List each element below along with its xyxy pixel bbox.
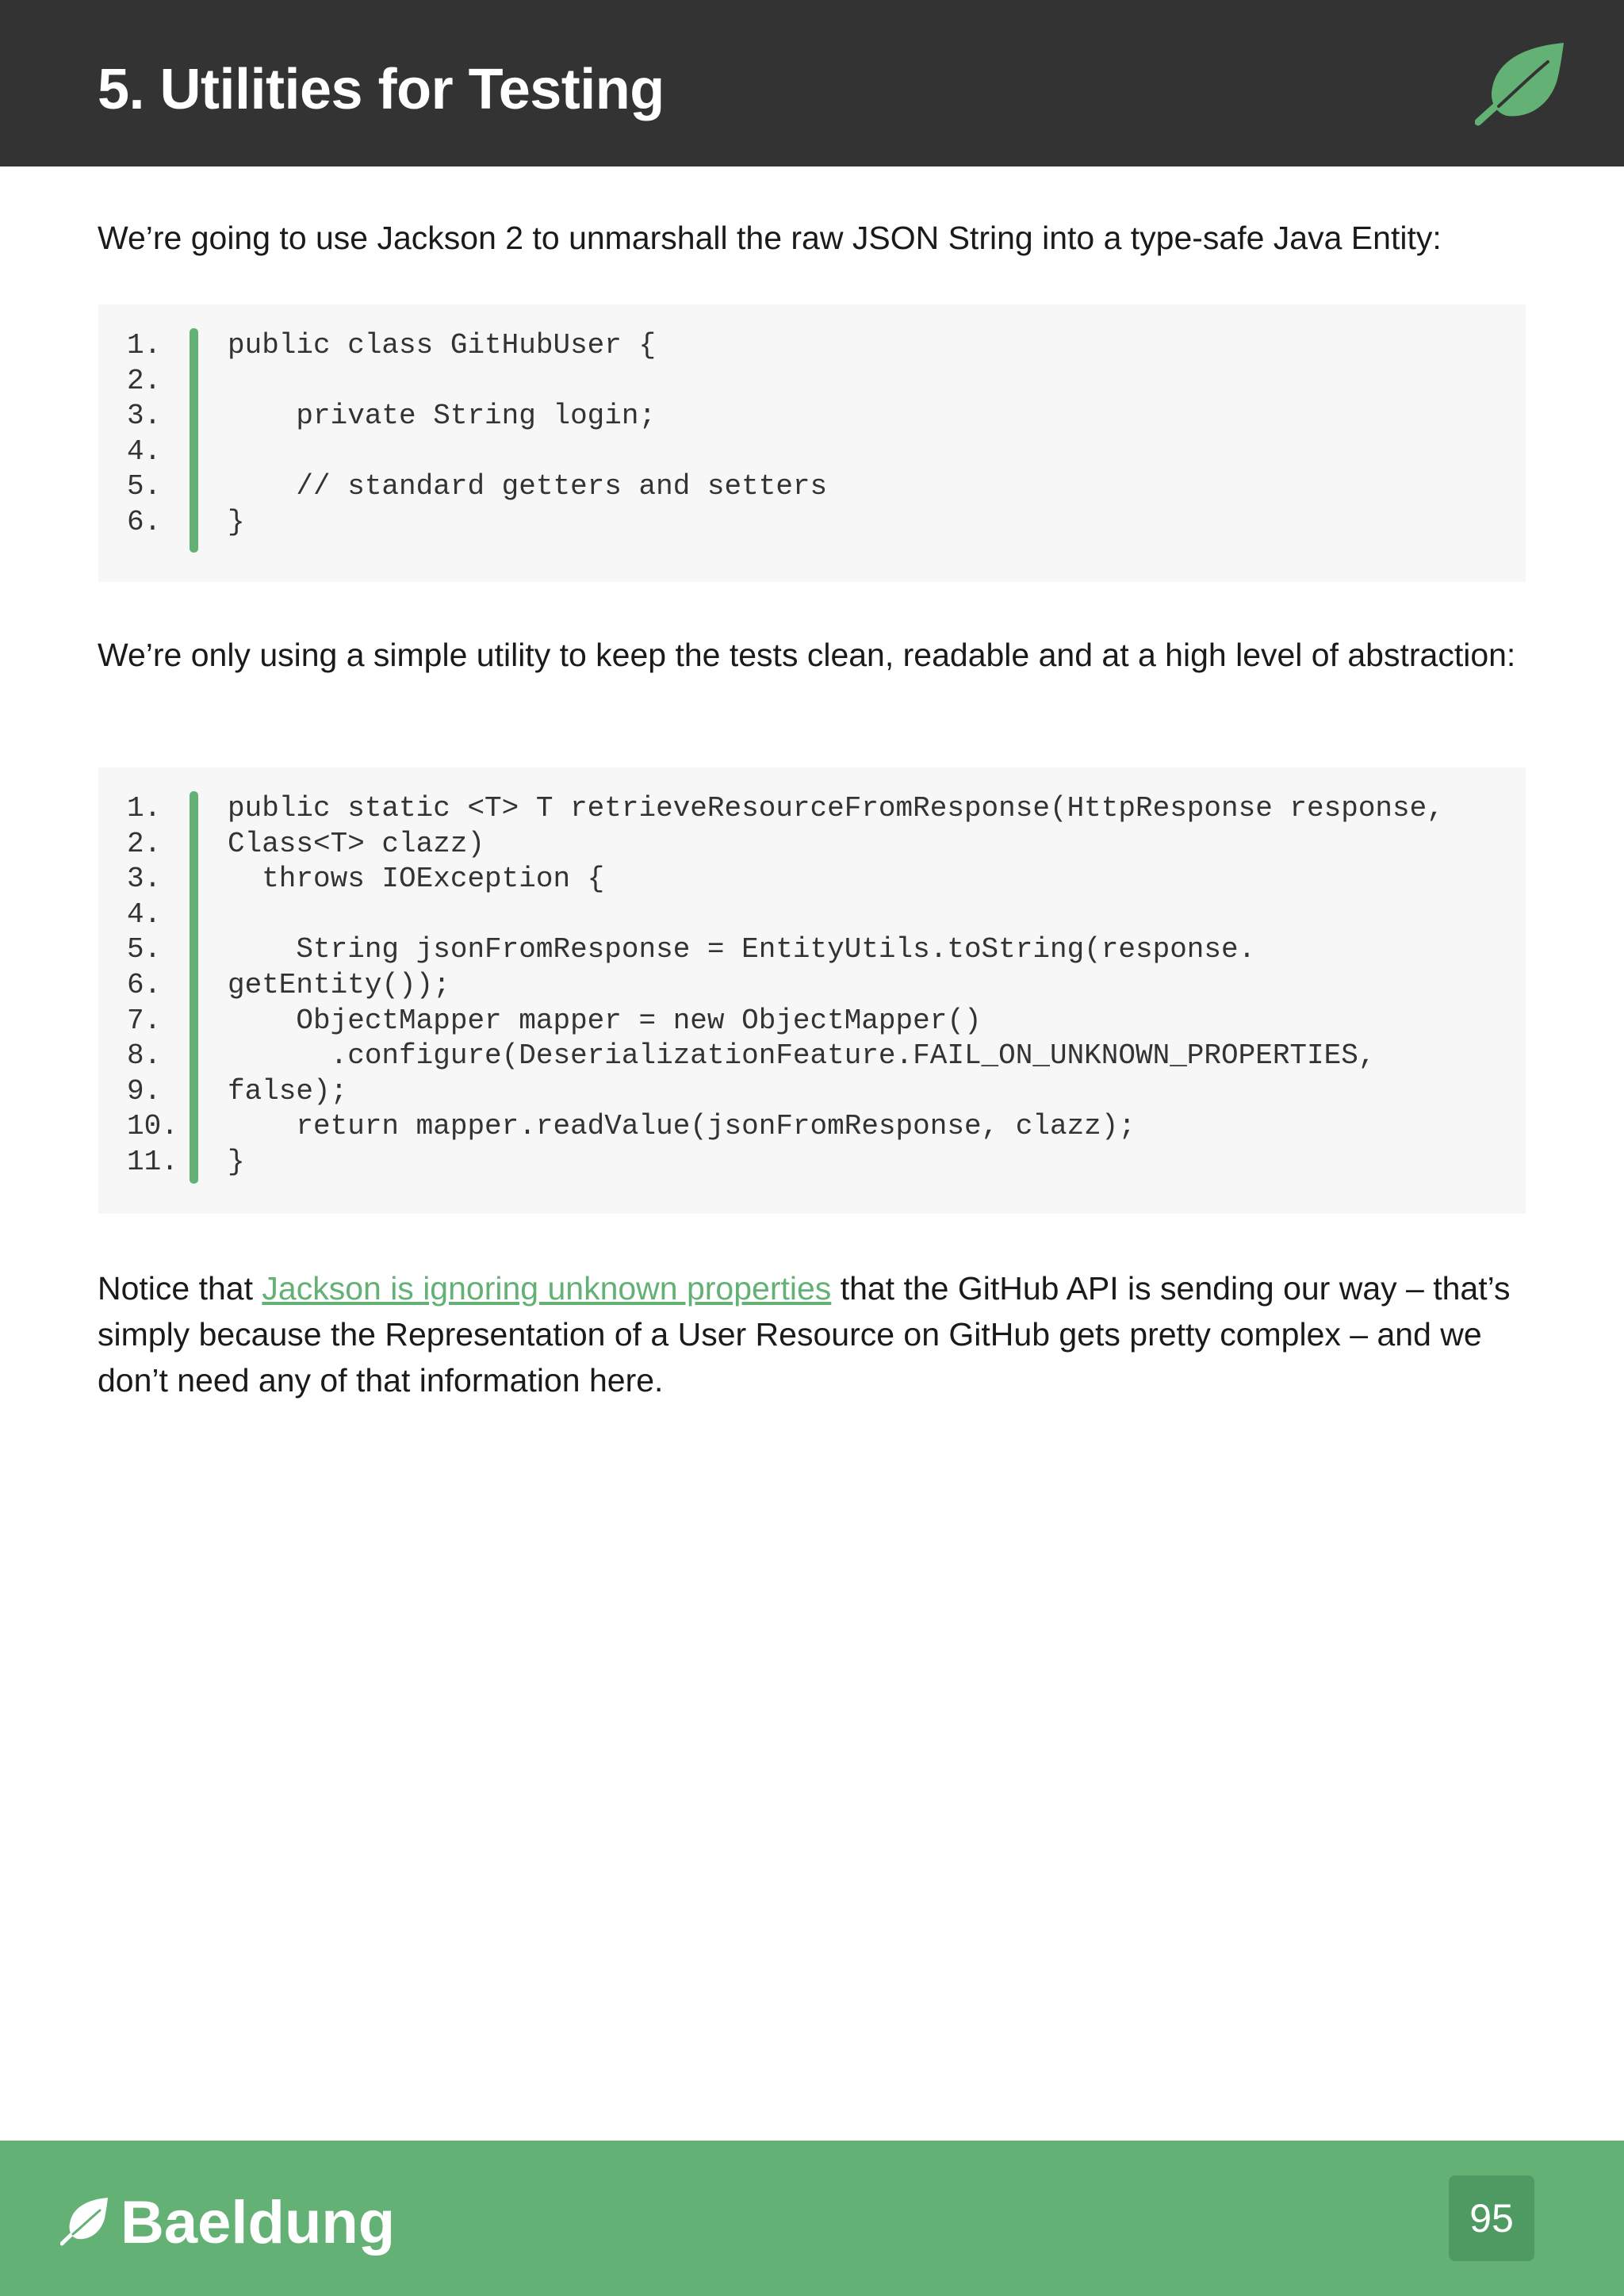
line-number: 1. (127, 329, 162, 362)
code-line (98, 968, 1526, 1004)
line-number: 4. (127, 897, 162, 931)
closing-text-start: Notice that (98, 1270, 262, 1307)
intro-paragraph: We’re going to use Jackson 2 to unmarshall the raw JSON String into a type-safe Java Entity: (98, 220, 1442, 256)
code-line (98, 897, 1526, 933)
leaf-icon (60, 2196, 111, 2247)
code-line (98, 932, 1526, 968)
code-text: return mapper.readValue(jsonFromResponse, clazz); (228, 1110, 1136, 1143)
line-number: 7. (127, 1004, 162, 1037)
code-text: .configure(DeserializationFeature.FAIL_ON_UNKNOWN_PROPERTIES, (228, 1039, 1376, 1073)
line-number: 6. (127, 506, 162, 538)
jackson-ignoring-unknown-properties-link[interactable]: Jackson is ignoring unknown properties (262, 1270, 832, 1307)
code-block (98, 304, 1526, 582)
line-number: 8. (127, 1039, 162, 1073)
code-text: public class GitHubUser { (228, 329, 657, 362)
line-number: 5. (127, 470, 162, 503)
line-number: 2. (127, 364, 162, 397)
page-footer (0, 2141, 1624, 2296)
line-number: 10. (127, 1110, 178, 1143)
closing-paragraph (98, 1265, 1525, 1403)
line-number: 3. (127, 400, 162, 433)
closing-text-end: that the GitHub API is sending our way – that’s simply because the Representation of a User Resource on GitHub gets pretty complex – and we don’t need any of that information here. (98, 1270, 1511, 1399)
code-line (98, 328, 1526, 364)
leaf-icon (1475, 40, 1570, 127)
line-number: 5. (127, 933, 162, 966)
line-number: 3. (127, 863, 162, 896)
code-block (98, 767, 1526, 1214)
code-line (98, 791, 1526, 827)
code-line (98, 827, 1526, 863)
chapter-title: 5. Utilities for Testing (98, 58, 665, 121)
code-line (98, 862, 1526, 897)
code-line (98, 364, 1526, 400)
page-number-badge: 95 (1449, 2175, 1534, 2261)
code-line (98, 434, 1526, 470)
code-text: } (228, 506, 245, 538)
line-number: 9. (127, 1074, 162, 1108)
code-text: } (228, 1146, 245, 1178)
code-line (98, 399, 1526, 434)
code-line (98, 1074, 1526, 1110)
code-text: false); (228, 1074, 348, 1108)
code-line (98, 1109, 1526, 1145)
code-line (98, 1145, 1526, 1181)
code-text: ObjectMapper mapper = new ObjectMapper() (228, 1004, 982, 1037)
code-line (98, 505, 1526, 541)
code-line (98, 1004, 1526, 1039)
middle-paragraph: We’re only using a simple utility to keep the tests clean, readable and at a high level of abstraction: (98, 637, 1516, 673)
code-text: throws IOException { (228, 863, 605, 896)
code-text: private String login; (228, 400, 657, 433)
code-text: // standard getters and setters (228, 470, 828, 503)
line-number: 6. (127, 969, 162, 1001)
code-text: public static <T> T retrieveResourceFromResponse(HttpResponse response, (228, 792, 1444, 825)
code-text: getEntity()); (228, 969, 450, 1001)
line-number: 2. (127, 827, 162, 860)
line-number: 4. (127, 434, 162, 468)
page-header (0, 0, 1624, 166)
code-line (98, 1039, 1526, 1074)
brand-name: Baeldung (121, 2189, 396, 2256)
line-number: 11. (127, 1146, 178, 1178)
code-text: String jsonFromResponse = EntityUtils.toString(response. (228, 933, 1256, 966)
line-number: 1. (127, 792, 162, 825)
code-text: Class<T> clazz) (228, 827, 485, 860)
code-line (98, 469, 1526, 505)
